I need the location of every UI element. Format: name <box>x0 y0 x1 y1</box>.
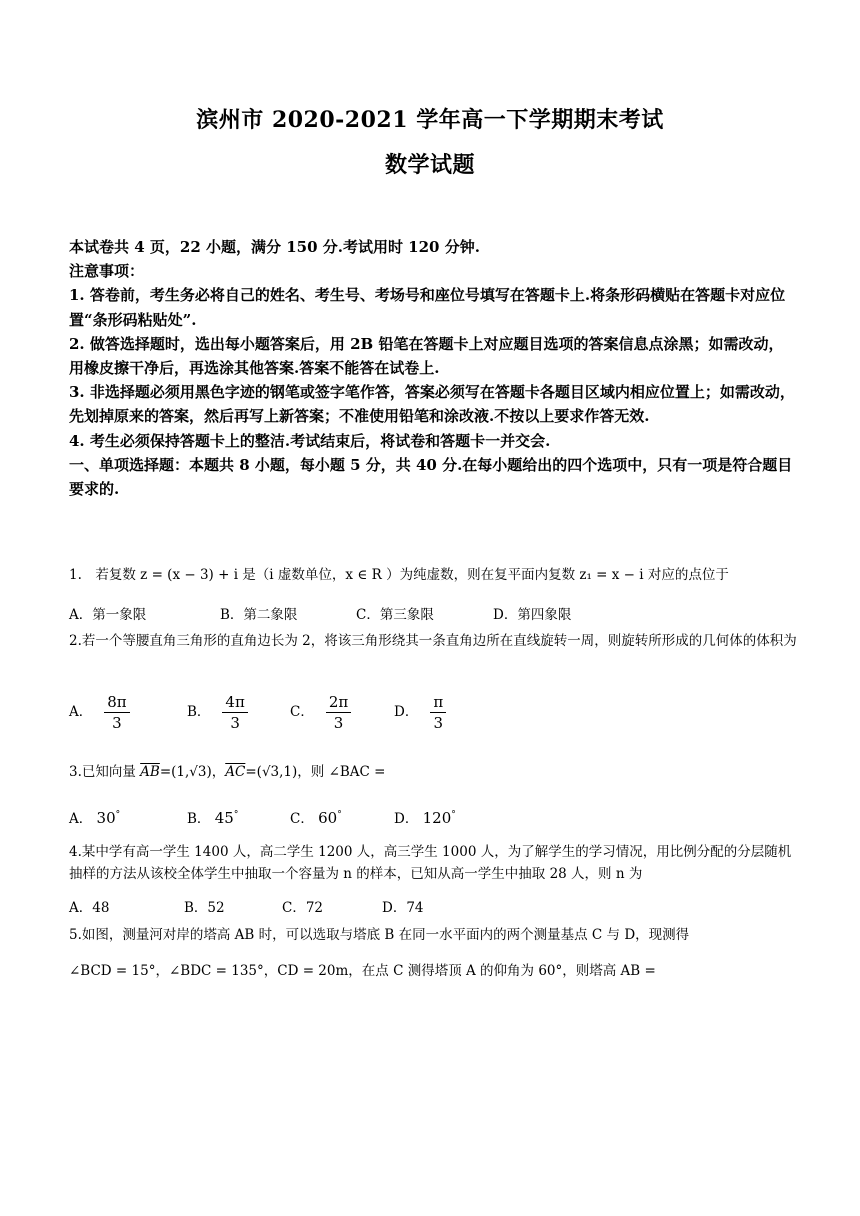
q3-option-d-degree: ° <box>451 810 456 820</box>
q2-option-d-numerator: π <box>430 692 446 713</box>
q1-option-a: A．第一象限 <box>69 607 147 623</box>
q3-option-b-value: 45 <box>214 809 234 827</box>
q3-stem-mid2: =(√3,1)，则 ∠BAC = <box>245 764 386 780</box>
q2-option-a-fraction <box>104 692 129 733</box>
vector-ac: $\overline{AC}$ <box>225 764 246 780</box>
q2-option-d <box>394 692 446 733</box>
q2-option-d-denominator: 3 <box>433 714 444 732</box>
exam-subtitle: 数学试题 <box>384 152 475 178</box>
question-5 <box>69 924 797 982</box>
question-2 <box>69 630 797 652</box>
q2-option-b-numerator: 4π <box>222 692 247 713</box>
q2-option-b-fraction <box>222 692 247 733</box>
q2-option-b-label: B． <box>187 704 211 720</box>
q3-option-c-value: 60 <box>318 809 338 827</box>
notice-heading: 注意事项： <box>69 262 145 281</box>
vector-ab: $\overline{AB}$ <box>140 764 160 780</box>
q2-option-a-numerator: 8π <box>104 692 129 713</box>
q2-option-a-denominator: 3 <box>112 714 122 732</box>
q3-option-d-value: 120 <box>422 809 452 827</box>
q2-option-d-label: D． <box>394 704 419 720</box>
notice-item-2: 2. 做答选择题时，选出每小题答案后，用 2B 铅笔在答题卡上对应题目选项的答案信息点涂黑；如需改动，用橡皮擦干净后，再选涂其他答案.答案不能答在试卷上. <box>69 334 784 378</box>
q3-option-c <box>290 807 342 827</box>
q3-option-a-value: 30 <box>96 809 116 827</box>
notice-item-4: 4. 考生必须保持答题卡上的整洁.考试结束后，将试卷和答题卡一并交会. <box>69 431 551 450</box>
q3-option-a-label: A． <box>69 811 93 827</box>
q2-option-c <box>290 692 351 733</box>
q3-option-d-label: D． <box>394 811 419 827</box>
question-1 <box>69 564 797 586</box>
q4-option-b: B．52 <box>184 900 225 916</box>
q2-option-a <box>69 692 130 733</box>
q2-option-c-numerator: 2π <box>326 692 351 713</box>
q3-option-b-label: B． <box>187 811 211 827</box>
q2-option-a-label: A． <box>69 704 93 720</box>
exam-title: 滨州市 2020-2021 学年高一下学期期末考试 <box>196 107 664 133</box>
q1-option-d: D．第四象限 <box>493 607 572 623</box>
q4-option-d: D．74 <box>382 900 424 916</box>
q3-option-a <box>69 807 120 827</box>
exam-intro: 本试卷共 4 页，22 小题，满分 150 分.考试用时 120 分钟. <box>69 238 480 256</box>
q2-option-d-fraction <box>430 692 446 733</box>
q3-option-d <box>394 807 456 827</box>
notice-item-3: 3. 非选择题必须用黑色字迹的钢笔或签字笔作答，答案必须写在答题卡各题目区域内相应位置上；如需改动，先划掉原来的答案，然后再写上新答案；不准使用铅笔和涂改液.不按以上要求作答无效. <box>69 383 795 426</box>
question-4 <box>69 841 797 885</box>
q3-option-b <box>187 807 238 827</box>
q3-stem-prefix: 3.已知向量 <box>69 764 141 780</box>
question-3-stem <box>69 761 797 783</box>
question-2-stem: 2.若一个等腰直角三角形的直角边长为 2，将该三角形绕其一条直角边所在直线旋转一周，则旋转所形成的几何体的体积为 <box>69 633 797 649</box>
question-4-stem: 4.某中学有高一学生 1400 人，高二学生 1200 人，高三学生 1000 人，为了解学生的学习情况，用比例分配的分层随机抽样的方法从该校全体学生中抽取一个容量为 n 的样本，已知从高一学生中抽取 28 人，则 n 为 <box>69 844 792 882</box>
question-5-line-1: 5.如图，测量河对岸的塔高 AB 时，可以选取与塔底 B 在同一水平面内的两个测量基点 C 与 D，现测得 <box>69 927 690 943</box>
q3-option-a-degree: ° <box>115 810 121 820</box>
question-5-line-2: ∠BCD = 15°，∠BDC = 135°，CD = 20m，在点 C 测得塔顶 A 的仰角为 60°，则塔高 AB = <box>69 963 656 979</box>
q3-option-b-degree: ° <box>233 810 239 820</box>
q3-option-c-degree: ° <box>337 810 342 820</box>
notice-item-1: 1. 答卷前，考生务必将自己的姓名、考生号、考场号和座位号填写在答题卡上.将条形码横贴在答题卡对应位置“条形码粘贴处”. <box>69 286 786 329</box>
q2-option-b-denominator: 3 <box>230 714 240 732</box>
q2-option-c-fraction <box>326 692 351 733</box>
question-3 <box>69 761 797 783</box>
q1-option-c: C．第三象限 <box>356 607 434 623</box>
q2-option-c-label: C． <box>290 704 314 720</box>
q1-option-b: B．第二象限 <box>220 607 298 623</box>
section-heading: 一、单项选择题：本题共 8 小题，每小题 5 分，共 40 分.在每小题给出的四个选项中，只有一项是符合题目要求的. <box>69 455 793 499</box>
q2-option-c-denominator: 3 <box>333 714 344 732</box>
q4-option-a: A．48 <box>69 900 110 916</box>
question-1-stem: 1. 若复数 z = (x − 3) + i 是（i 虚数单位，x ∈ R ）为纯虚数，则在复平面内复数 z₁ = x − i 对应的点位于 <box>69 567 729 583</box>
q3-stem-mid1: =(1,√3)， <box>159 764 226 780</box>
q2-option-b <box>187 692 248 733</box>
q3-option-c-label: C． <box>290 811 314 827</box>
instructions-block <box>69 235 795 501</box>
q4-option-c: C．72 <box>282 900 324 916</box>
